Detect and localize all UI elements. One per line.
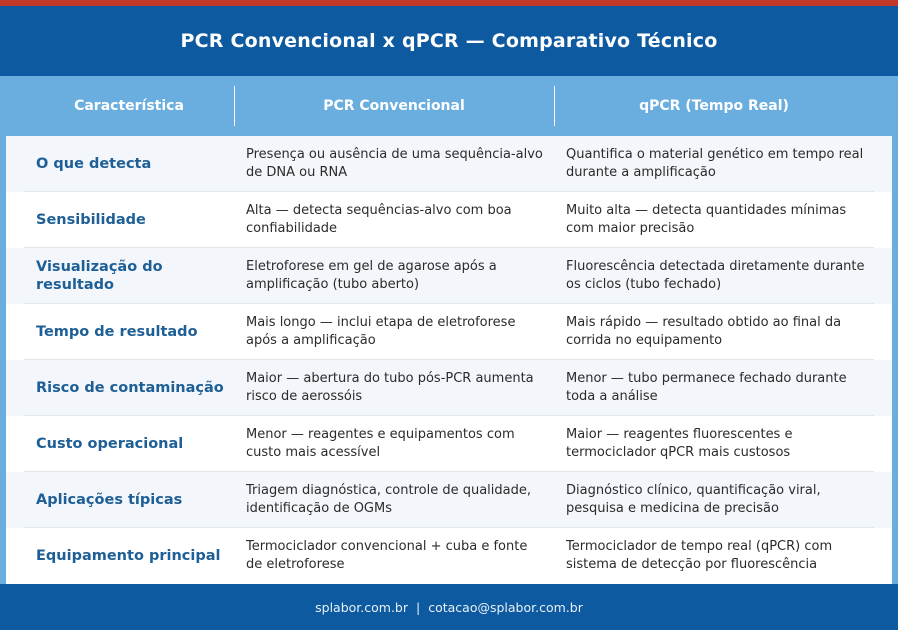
row-feature-label: Aplicações típicas bbox=[36, 492, 183, 508]
row-pcr-cell: Alta — detecta sequências-alvo com boa confiabilidade bbox=[246, 203, 512, 236]
row-feature-label: Custo operacional bbox=[36, 436, 184, 452]
row-pcr-cell: Maior — abertura do tubo pós-PCR aumenta risco de aerossóis bbox=[246, 371, 534, 404]
row-qpcr-cell: Termociclador de tempo real (qPCR) com sistema de detecção por fluorescência bbox=[566, 539, 833, 572]
table-row bbox=[6, 304, 892, 360]
page-footer bbox=[0, 584, 898, 630]
row-pcr-cell: Termociclador convencional + cuba e fonte de eletroforese bbox=[246, 539, 528, 572]
row-qpcr-cell: Diagnóstico clínico, quantificação viral, pesquisa e medicina de precisão bbox=[566, 483, 821, 516]
row-qpcr-cell: Fluorescência detectada diretamente durante os ciclos (tubo fechado) bbox=[566, 259, 865, 292]
row-pcr-cell: Menor — reagentes e equipamentos com custo mais acessível bbox=[246, 427, 515, 460]
table-row bbox=[6, 248, 892, 304]
column-header-qpcr: qPCR (Tempo Real) bbox=[639, 98, 789, 114]
table-row bbox=[6, 136, 892, 192]
row-pcr-cell: Presença ou ausência de uma sequência-alvo de DNA ou RNA bbox=[246, 147, 543, 180]
table-row bbox=[6, 192, 892, 248]
page-title: PCR Convencional x qPCR — Comparativo Técnico bbox=[0, 6, 898, 76]
footer-website-link[interactable]: splabor.com.br bbox=[315, 599, 408, 615]
table-row bbox=[6, 472, 892, 528]
column-header-feature: Característica bbox=[74, 98, 184, 114]
row-feature-label: Equipamento principal bbox=[36, 548, 221, 564]
row-pcr-cell: Mais longo — inclui etapa de eletroforese após a amplificação bbox=[246, 315, 516, 348]
column-header-pcr: PCR Convencional bbox=[323, 98, 465, 114]
row-qpcr-cell: Muito alta — detecta quantidades mínimas com maior precisão bbox=[566, 203, 847, 236]
table-row bbox=[6, 528, 892, 584]
row-qpcr-cell: Menor — tubo permanece fechado durante toda a análise bbox=[566, 371, 847, 404]
row-feature-label: Risco de contaminação bbox=[36, 380, 224, 396]
row-qpcr-cell: Maior — reagentes fluorescentes e termociclador qPCR mais custosos bbox=[566, 427, 793, 460]
row-feature-label: Sensibilidade bbox=[36, 212, 146, 228]
row-pcr-cell: Triagem diagnóstica, controle de qualidade, identificação de OGMs bbox=[246, 483, 531, 516]
row-feature-label: Visualização do resultado bbox=[36, 259, 163, 293]
row-pcr-cell: Eletroforese em gel de agarose após a amplificação (tubo aberto) bbox=[246, 259, 497, 292]
row-feature-label: Tempo de resultado bbox=[36, 324, 198, 340]
table-side-border-right bbox=[892, 136, 898, 584]
comparison-table-body bbox=[6, 136, 892, 584]
footer-email-link[interactable]: cotacao@splabor.com.br bbox=[428, 599, 583, 615]
table-row bbox=[6, 360, 892, 416]
table-header bbox=[0, 76, 898, 136]
table-row bbox=[6, 416, 892, 472]
row-feature-label: O que detecta bbox=[36, 156, 152, 172]
footer-separator: | bbox=[416, 599, 421, 615]
row-qpcr-cell: Quantifica o material genético em tempo real durante a amplificação bbox=[566, 147, 864, 180]
row-qpcr-cell: Mais rápido — resultado obtido ao final da corrida no equipamento bbox=[566, 315, 842, 348]
